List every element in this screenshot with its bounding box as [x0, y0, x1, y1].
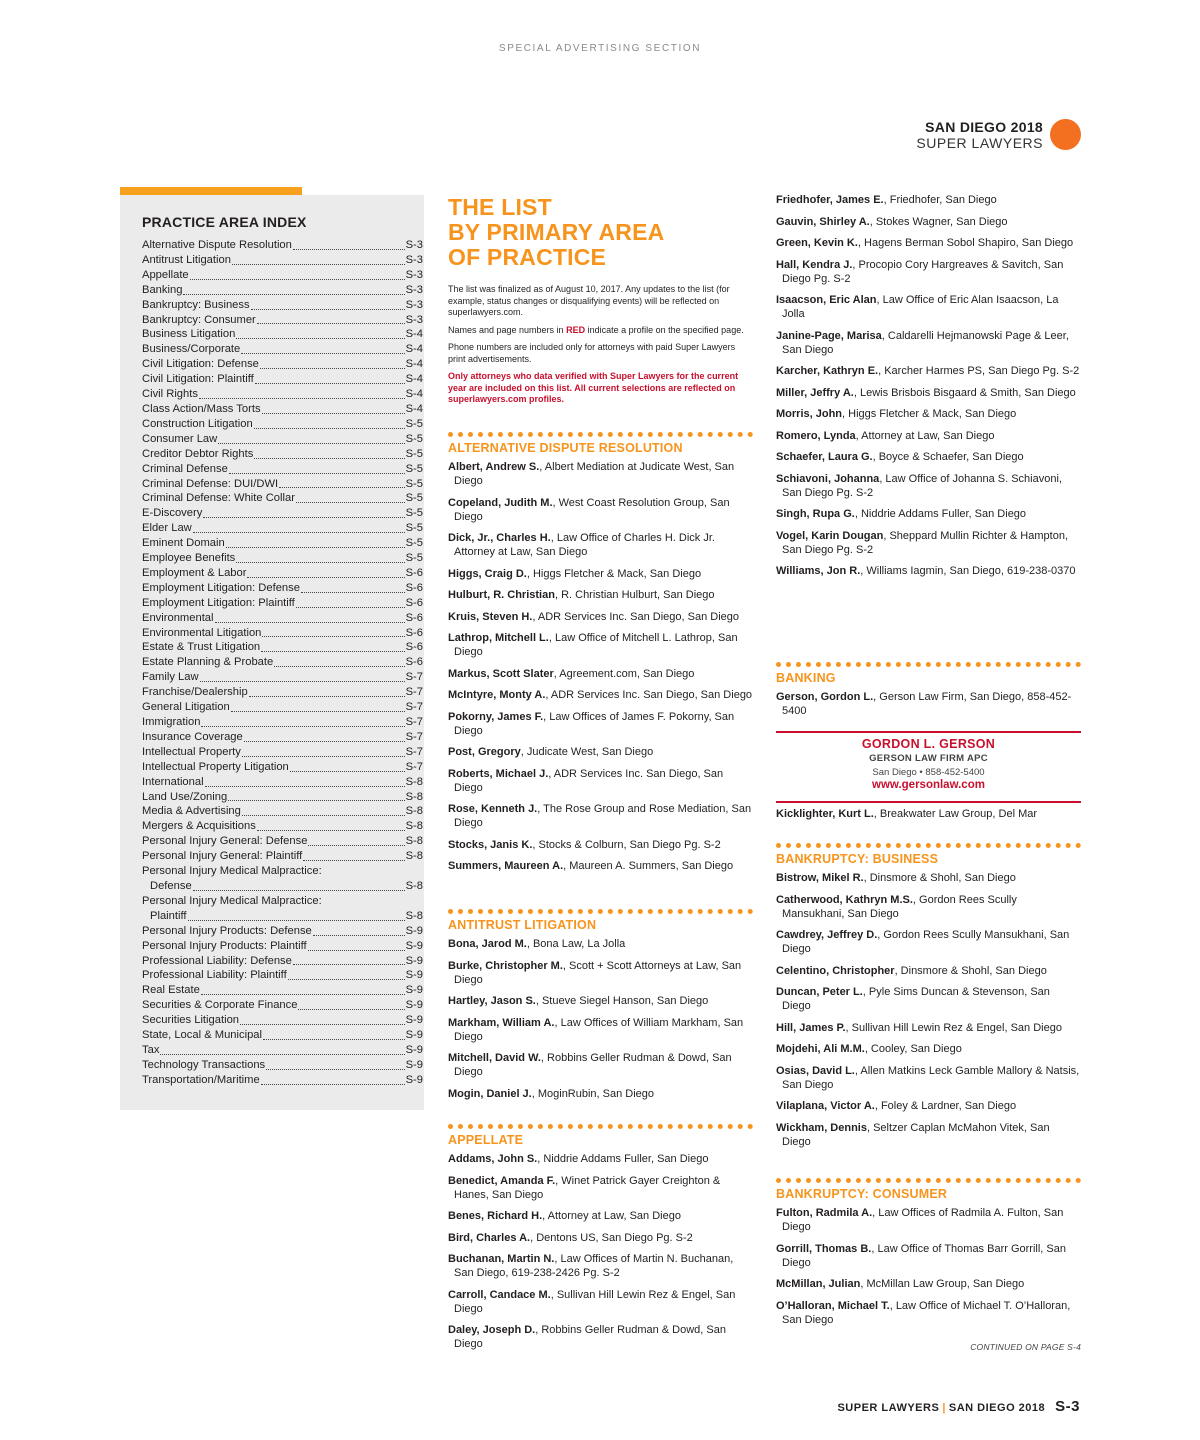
- dotted-rule: [776, 1178, 1081, 1183]
- index-item: Bankruptcy: Consumer S-3: [142, 313, 423, 326]
- lawyer-name: Summers, Maureen A.: [448, 860, 564, 872]
- index-item: Personal Injury Products: Defense S-9: [142, 924, 423, 937]
- lawyer-name: Lathrop, Mitchell L.: [448, 632, 549, 644]
- lawyer-firm: , ADR Services Inc. San Diego, San Diego: [532, 610, 740, 623]
- lawyer-name: Singh, Rupa G.: [776, 508, 855, 520]
- index-item: Personal Injury General: Plaintiff S-8: [142, 850, 423, 863]
- page-number: S-3: [1055, 1398, 1080, 1415]
- index-item: Employment Litigation: Plaintiff S-6: [142, 596, 423, 609]
- lawyer-firm: , Foley & Lardner, San Diego: [874, 1100, 1017, 1112]
- lawyer-firm: , Law Office of Thomas Barr Gorrill, San Diego: [782, 1242, 1066, 1269]
- index-item: Alternative Dispute Resolution S-3: [142, 239, 423, 251]
- lawyer-firm: , Seltzer Caplan McMahon Vitek, San Diego: [782, 1121, 1050, 1148]
- lawyer-entry: [448, 1231, 753, 1245]
- lawyer-firm: , Robbins Geller Rudman & Dowd, San Diego: [454, 1324, 726, 1350]
- lawyer-firm: , Dentons US, San Diego Pg. S-2: [530, 1231, 693, 1244]
- index-item: Real Estate S-9: [142, 984, 423, 997]
- section-antitrust: [448, 909, 753, 1108]
- lawyer-entry: [776, 407, 1081, 421]
- index-item: Intellectual Property S-7: [142, 745, 423, 758]
- lawyer-name: Hall, Kendra J.: [776, 258, 853, 271]
- lawyer-entry: [448, 767, 753, 795]
- index-item: Securities & Corporate Finance S-9: [142, 999, 423, 1012]
- lawyer-entry: [776, 193, 1081, 207]
- lawyer-entry: [448, 1016, 753, 1044]
- lawyer-name: Green, Kevin K.: [776, 237, 858, 249]
- lawyer-firm: , Bona Law, La Jolla: [526, 938, 626, 950]
- lawyer-firm: , Breakwater Law Group, Del Mar: [873, 808, 1038, 820]
- lawyer-entry: [776, 236, 1081, 250]
- lawyer-entry: [776, 450, 1081, 464]
- lawyer-entry: [776, 364, 1081, 378]
- lawyer-firm: , Boyce & Schaefer, San Diego: [872, 451, 1024, 463]
- lawyer-entry: [776, 1206, 1081, 1234]
- intro-text: [448, 284, 753, 412]
- index-item: Professional Liability: Plaintiff S-9: [142, 969, 423, 982]
- gerson-ad: [776, 731, 1081, 803]
- lawyer-entry: [448, 588, 753, 602]
- lawyer-name: Albert, Andrew S.: [448, 461, 540, 473]
- index-list: [142, 238, 423, 1088]
- section-heading: BANKRUPTCY: CONSUMER: [776, 1187, 948, 1201]
- lawyer-firm: , Sullivan Hill Lewin Rez & Engel, San Diego: [454, 1288, 736, 1315]
- index-item: Immigration S-7: [142, 716, 423, 728]
- lawyer-entry: [448, 1252, 753, 1280]
- footer-brand: SUPER LAWYERS: [837, 1402, 940, 1414]
- lawyer-firm: , Sheppard Mullin Richter & Hampton, San Diego Pg. S-2: [782, 529, 1069, 556]
- lawyer-entry: [448, 567, 753, 581]
- lawyer-entry: [448, 802, 753, 830]
- index-item: Banking S-3: [142, 283, 423, 296]
- ad-firm: GERSON LAW FIRM APC: [869, 753, 988, 764]
- lawyer-entry: [448, 1174, 753, 1202]
- lawyer-name: Celentino, Christopher: [776, 964, 895, 977]
- lawyer-entry: [448, 631, 753, 659]
- section-bankruptcy-consumer: [776, 1178, 1081, 1334]
- index-title: PRACTICE AREA INDEX: [142, 214, 307, 230]
- index-item: Estate Planning & Probate S-6: [142, 656, 423, 669]
- lawyer-name: Wickham, Dennis: [776, 1121, 867, 1134]
- index-item: Media & Advertising S-8: [142, 805, 423, 818]
- index-item: Employment Litigation: Defense S-6: [142, 581, 423, 594]
- index-item: Insurance Coverage S-7: [142, 730, 423, 743]
- lawyer-entry: [776, 1021, 1081, 1035]
- index-item: Criminal Defense: DUI/DWI S-5: [142, 477, 423, 490]
- lawyer-name: Markham, William A.: [448, 1016, 555, 1029]
- lawyer-firm: , ADR Services Inc. San Diego, San Diego: [545, 689, 753, 701]
- section-heading: BANKING: [776, 671, 836, 685]
- dotted-rule: [776, 843, 1081, 848]
- lawyer-name: Miller, Jeffry A.: [776, 386, 854, 399]
- lawyer-name: Hulburt, R. Christian: [448, 589, 555, 601]
- index-item: Civil Rights S-4: [142, 388, 423, 401]
- practice-area-index: [120, 195, 424, 1110]
- index-item: Business/Corporate S-4: [142, 343, 423, 356]
- lawyer-firm: , Law Offices of Radmila A. Fulton, San Diego: [782, 1207, 1064, 1233]
- lawyer-name: Gauvin, Shirley A.: [776, 215, 870, 228]
- index-item: Appellate S-3: [142, 268, 423, 281]
- brand-block: [916, 119, 1043, 151]
- lawyer-entry: [448, 710, 753, 738]
- index-item: Bankruptcy: Business S-3: [142, 298, 423, 311]
- lawyer-entry: [448, 994, 753, 1008]
- lawyer-entry: [776, 964, 1081, 978]
- index-item: Business Litigation S-4: [142, 328, 423, 341]
- section-label: SPECIAL ADVERTISING SECTION: [498, 43, 702, 54]
- lawyer-entry: [776, 1299, 1081, 1327]
- lawyer-firm: , Law Office of Mitchell L. Lathrop, San Diego: [454, 632, 738, 658]
- lawyer-name: Benedict, Amanda F.: [448, 1174, 556, 1187]
- index-item: Civil Litigation: Defense S-4: [142, 358, 423, 371]
- lawyer-firm: , Gordon Rees Scully Mansukhani, San Diego: [782, 893, 1017, 920]
- lawyer-entry: [776, 215, 1081, 229]
- lawyer-name: Schaefer, Laura G.: [776, 451, 873, 463]
- lawyer-entry: [448, 667, 753, 681]
- lawyer-firm: , Friedhofer, San Diego: [883, 194, 997, 206]
- lawyer-name: Morris, John: [776, 408, 843, 420]
- lawyer-entry: [448, 496, 753, 524]
- title-line-3: OF PRACTICE: [448, 244, 607, 270]
- lawyer-entry: [448, 1051, 753, 1079]
- lawyer-entry: [448, 1087, 753, 1101]
- lawyer-name: Bird, Charles A.: [448, 1231, 531, 1244]
- lawyer-entry: [776, 1242, 1081, 1270]
- index-item: Environmental Litigation S-6: [142, 626, 423, 639]
- index-item: Professional Liability: Defense S-9: [142, 954, 423, 967]
- lawyer-firm: , Robbins Geller Rudman & Dowd, San Diego: [454, 1052, 732, 1078]
- index-item: Employee Benefits S-5: [142, 552, 423, 565]
- lawyer-firm: , Attorney at Law, San Diego: [542, 1210, 681, 1222]
- index-item: Personal Injury General: Defense S-8: [142, 835, 423, 848]
- dotted-rule: [448, 1124, 753, 1129]
- lawyer-entry: [448, 610, 753, 624]
- lawyer-entry: [776, 1042, 1081, 1056]
- lawyer-name: Burke, Christopher M.: [448, 959, 563, 972]
- section-appellate: [448, 1124, 753, 1359]
- index-item: Family Law S-7: [142, 671, 423, 684]
- index-item: Civil Litigation: Plaintiff S-4: [142, 373, 423, 386]
- ad-website-link[interactable]: www.gersonlaw.com: [872, 779, 985, 791]
- lawyer-firm: , Law Offices of Martin N. Buchanan, San Diego, 619-238-2426 Pg. S-2: [454, 1253, 734, 1279]
- index-item: E-Discovery S-5: [142, 507, 423, 520]
- lawyer-name: Gerson, Gordon L.: [776, 691, 874, 703]
- footer-separator: |: [942, 1402, 946, 1414]
- lawyer-name: Vilaplana, Victor A.: [776, 1100, 875, 1112]
- lawyer-firm: , Procopio Cory Hargreaves & Savitch, San Diego Pg. S-2: [782, 258, 1064, 285]
- lawyer-entry: [448, 1288, 753, 1316]
- lawyer-firm: , ADR Services Inc. San Diego, San Diego: [454, 767, 724, 794]
- brand-sub: SUPER LAWYERS: [916, 135, 1043, 151]
- lawyer-name: Kicklighter, Kurt L.: [776, 808, 874, 820]
- lawyer-name: Cawdrey, Jeffrey D.: [776, 929, 878, 941]
- lawyer-firm: , Law Office of Michael T. O’Halloran, San Diego: [782, 1299, 1071, 1326]
- index-item: Estate & Trust Litigation S-6: [142, 641, 423, 654]
- lawyer-name: Isaacson, Eric Alan: [776, 294, 877, 306]
- lawyer-firm: , Law Office of Eric Alan Isaacson, La Jolla: [782, 294, 1059, 320]
- lawyer-firm: , Law Offices of William Markham, San Diego: [454, 1016, 744, 1043]
- section-banking: [776, 662, 1081, 726]
- lawyer-entry: [776, 529, 1081, 557]
- index-item: Technology Transactions S-9: [142, 1058, 423, 1071]
- lawyer-firm: , Stueve Siegel Hanson, San Diego: [535, 995, 709, 1007]
- index-item: Mergers & Acquisitions S-8: [142, 820, 423, 833]
- intro-p4: Only attorneys who data verified with Super Lawyers for the current year are included on this list. All current selections are reflected on superlawyers.com profiles.: [448, 371, 739, 404]
- lawyer-entry: [776, 871, 1081, 885]
- lawyer-firm: , Pyle Sims Duncan & Stevenson, San Diego: [782, 986, 1050, 1012]
- lawyer-name: Gorrill, Thomas B.: [776, 1242, 872, 1255]
- lawyer-entry: [448, 531, 753, 559]
- dotted-rule: [448, 432, 753, 437]
- lawyer-firm: , Stokes Wagner, San Diego: [869, 215, 1008, 228]
- red-word: RED: [566, 324, 586, 335]
- lawyer-entry: [448, 859, 753, 873]
- lawyer-name: McIntyre, Monty A.: [448, 689, 546, 701]
- lawyer-entry: [776, 293, 1081, 321]
- lawyer-name: Bistrow, Mikel R.: [776, 872, 864, 884]
- lawyer-entry: [448, 745, 753, 759]
- lawyer-name: Kruis, Steven H.: [448, 610, 533, 623]
- lawyer-firm: , Law Office of Johanna S. Schiavoni, San Diego Pg. S-2: [782, 472, 1062, 499]
- lawyer-name: Buchanan, Martin N.: [448, 1253, 555, 1265]
- lawyer-name: Markus, Scott Slater: [448, 667, 554, 680]
- section-adr: [448, 432, 753, 881]
- page-title: [448, 195, 664, 270]
- lawyer-entry: [776, 564, 1081, 578]
- page-footer: [837, 1398, 1080, 1415]
- index-item: Personal Injury Medical Malpractice: Defense S-8: [142, 865, 423, 892]
- index-item: Eminent Domain S-5: [142, 537, 423, 550]
- lawyer-firm: , Law Office of Charles H. Dick Jr. Attorney at Law, San Diego: [454, 532, 715, 558]
- lawyer-name: Janine-Page, Marisa: [776, 329, 882, 342]
- lawyer-name: Williams, Jon R.: [776, 565, 861, 577]
- lawyer-firm: , Caldarelli Hejmanowski Page & Leer, San Diego: [782, 329, 1069, 356]
- lawyer-name: Hill, James P.: [776, 1021, 846, 1034]
- lawyer-firm: , Attorney at Law, San Diego: [855, 429, 995, 442]
- lawyer-entry: [776, 386, 1081, 400]
- lawyer-entry: [448, 1209, 753, 1223]
- section-heading: BANKRUPTCY: BUSINESS: [776, 852, 939, 866]
- lawyer-name: Addams, John S.: [448, 1153, 538, 1165]
- lawyer-entry: [776, 893, 1081, 921]
- index-item: Creditor Debtor Rights S-5: [142, 447, 423, 460]
- index-item: International S-8: [142, 775, 423, 788]
- dotted-rule: [776, 662, 1081, 667]
- dotted-rule: [448, 909, 753, 914]
- index-item: Franchise/Dealership S-7: [142, 686, 423, 699]
- lawyer-name: Karcher, Kathryn E.: [776, 365, 879, 377]
- index-item: Personal Injury Products: Plaintiff S-9: [142, 939, 423, 952]
- section-heading: APPELLATE: [448, 1133, 524, 1147]
- index-item: Class Action/Mass Torts S-4: [142, 402, 423, 415]
- continued-note: CONTINUED ON PAGE S-4: [970, 1342, 1081, 1352]
- lawyer-name: Friedhofer, James E.: [776, 194, 884, 206]
- index-item: Personal Injury Medical Malpractice: Plaintiff S-8: [142, 894, 423, 922]
- index-item: Construction Litigation S-5: [142, 417, 423, 430]
- lawyer-entry: [776, 329, 1081, 357]
- lawyer-entry: [776, 1064, 1081, 1092]
- lawyer-firm: , Hagens Berman Sobol Shapiro, San Diego: [857, 237, 1074, 249]
- lawyer-firm: , Gordon Rees Scully Mansukhani, San Diego: [782, 929, 1070, 955]
- lawyer-entry: [448, 959, 753, 987]
- lawyer-name: Fulton, Radmila A.: [776, 1207, 873, 1219]
- lawyer-name: Mogin, Daniel J.: [448, 1087, 532, 1100]
- lawyer-name: Higgs, Craig D.: [448, 567, 527, 580]
- lawyer-firm: , Judicate West, San Diego: [520, 746, 654, 758]
- lawyer-entry: [448, 1152, 753, 1166]
- lawyer-firm: , Cooley, San Diego: [864, 1043, 962, 1055]
- lawyer-name: Mojdehi, Ali M.M.: [776, 1043, 865, 1055]
- lawyer-firm: , Karcher Harmes PS, San Diego Pg. S-2: [878, 365, 1080, 377]
- index-item: General Litigation S-7: [142, 701, 423, 714]
- lawyer-name: Rose, Kenneth J.: [448, 803, 538, 815]
- lawyer-firm: , Sullivan Hill Lewin Rez & Engel, San Diego: [845, 1021, 1062, 1034]
- intro-p1: The list was finalized as of August 10, 2017. Any updates to the list (for example, status changes or disqualifying events) will be reflected on superlawyers.com.: [448, 284, 730, 317]
- brand-city: SAN DIEGO: [925, 119, 1007, 135]
- lawyer-entry: [776, 1277, 1081, 1291]
- index-item: Consumer Law S-5: [142, 432, 423, 445]
- lawyer-entry: [448, 688, 753, 702]
- index-item: Environmental S-6: [142, 611, 423, 624]
- lawyer-firm: , Winet Patrick Gayer Creighton & Hanes, San Diego: [454, 1174, 721, 1201]
- lawyer-name: Daley, Joseph D.: [448, 1324, 536, 1336]
- title-line-1: THE LIST: [448, 194, 552, 220]
- lawyer-name: Post, Gregory: [448, 746, 521, 758]
- lawyer-firm: , Scott + Scott Attorneys at Law, San Diego: [454, 959, 742, 986]
- lawyer-name: Bona, Jarod M.: [448, 938, 527, 950]
- lawyer-name: Stocks, Janis K.: [448, 838, 533, 851]
- lawyer-entry: [448, 1323, 753, 1351]
- index-item: State, Local & Municipal S-9: [142, 1029, 423, 1042]
- lawyer-firm: , Niddrie Addams Fuller, San Diego: [537, 1153, 709, 1165]
- lawyer-name: Carroll, Candace M.: [448, 1288, 551, 1301]
- lawyer-entry: [776, 258, 1081, 286]
- lawyer-name: Catherwood, Kathryn M.S.: [776, 893, 913, 906]
- section-heading: ANTITRUST LITIGATION: [448, 918, 597, 932]
- ad-name: GORDON L. GERSON: [861, 737, 996, 751]
- lawyer-firm: , Allen Matkins Leck Gamble Mallory & Natsis, San Diego: [782, 1064, 1080, 1091]
- lawyer-name: Copeland, Judith M.: [448, 496, 553, 509]
- index-item: Transportation/Maritime S-9: [142, 1073, 423, 1086]
- intro-p3: Phone numbers are included only for attorneys with paid Super Lawyers print advertisements.: [448, 342, 736, 364]
- section-bankruptcy-business: [776, 843, 1081, 1156]
- index-item: Employment & Labor S-6: [142, 566, 423, 579]
- index-item: Land Use/Zoning S-8: [142, 790, 423, 803]
- index-item: Elder Law S-5: [142, 522, 423, 535]
- lawyer-firm: , Williams Iagmin, San Diego, 619-238-0370: [860, 565, 1076, 577]
- footer-edition: SAN DIEGO 2018: [948, 1402, 1046, 1414]
- lawyer-entry: [776, 985, 1081, 1013]
- lawyer-firm: , Dinsmore & Shohl, San Diego: [894, 964, 1047, 977]
- lawyer-firm: , MoginRubin, San Diego: [531, 1087, 655, 1100]
- lawyer-firm: , Albert Mediation at Judicate West, San Diego: [454, 461, 735, 487]
- lawyer-name: Vogel, Karin Dougan: [776, 529, 884, 542]
- lawyer-entry: [448, 937, 753, 951]
- lawyer-firm: , Dinsmore & Shohl, San Diego: [863, 872, 1016, 884]
- index-item: Antitrust Litigation S-3: [142, 253, 423, 266]
- title-line-2: BY PRIMARY AREA: [448, 219, 665, 245]
- intro-p2: Names and page numbers in RED indicate a profile on the specified page.: [448, 324, 744, 335]
- brand-year: 2018: [1010, 119, 1043, 135]
- lawyer-entry: [448, 838, 753, 852]
- lawyer-name: Duncan, Peter L.: [776, 986, 863, 998]
- section-heading: ALTERNATIVE DISPUTE RESOLUTION: [448, 441, 683, 455]
- lawyer-name: Schiavoni, Johanna: [776, 472, 880, 485]
- lawyer-firm: , West Coast Resolution Group, San Diego: [454, 496, 730, 523]
- lawyer-entry: [776, 928, 1081, 956]
- lawyer-name: McMillan, Julian: [776, 1278, 861, 1290]
- section-appellate-continued: [776, 193, 1081, 586]
- lawyer-name: Mitchell, David W.: [448, 1052, 541, 1064]
- lawyer-firm: , Lewis Brisbois Bisgaard & Smith, San Diego: [853, 386, 1076, 399]
- lawyer-firm: , Agreement.com, San Diego: [553, 667, 695, 680]
- lawyer-entry: [776, 1099, 1081, 1113]
- lawyer-name: Dick, Jr., Charles H.: [448, 532, 551, 544]
- lawyer-firm: , R. Christian Hulburt, San Diego: [554, 589, 715, 601]
- lawyer-name: Romero, Lynda: [776, 429, 856, 442]
- lawyer-firm: , The Rose Group and Rose Mediation, San Diego: [454, 803, 752, 829]
- ad-contact: San Diego • 858-452-5400: [872, 767, 985, 778]
- section-banking-after: [776, 807, 1081, 829]
- lawyer-firm: , Niddrie Addams Fuller, San Diego: [854, 508, 1027, 520]
- lawyer-firm: , Maureen A. Summers, San Diego: [563, 860, 734, 872]
- index-item: Criminal Defense: White Collar S-5: [142, 492, 423, 505]
- lawyer-name: Osias, David L.: [776, 1064, 855, 1077]
- index-item: Criminal Defense S-5: [142, 462, 423, 475]
- lawyer-firm: , Higgs Fletcher & Mack, San Diego: [526, 567, 702, 580]
- lawyer-firm: , Higgs Fletcher & Mack, San Diego: [842, 408, 1017, 420]
- lawyer-name: Roberts, Michael J.: [448, 767, 549, 780]
- lawyer-name: Benes, Richard H.: [448, 1210, 543, 1222]
- lawyer-firm: , Stocks & Colburn, San Diego Pg. S-2: [532, 838, 721, 851]
- lawyer-name: O’Halloran, Michael T.: [776, 1299, 890, 1312]
- lawyer-entry: [776, 429, 1081, 443]
- lawyer-entry: [776, 472, 1081, 500]
- lawyer-firm: , Gerson Law Firm, San Diego, 858-452-5400: [782, 691, 1072, 717]
- brand-circle-icon: [1050, 119, 1081, 150]
- index-item: Securities Litigation S-9: [142, 1014, 423, 1027]
- lawyer-entry: [776, 507, 1081, 521]
- lawyer-entry: [776, 690, 1081, 718]
- lawyer-entry: [448, 460, 753, 488]
- lawyer-entry: [776, 1121, 1081, 1149]
- index-item: Intellectual Property Litigation S-7: [142, 760, 423, 773]
- lawyer-firm: , Law Offices of James F. Pokorny, San Diego: [454, 710, 735, 737]
- lawyer-name: Hartley, Jason S.: [448, 995, 536, 1007]
- lawyer-firm: , McMillan Law Group, San Diego: [860, 1278, 1025, 1290]
- lawyer-entry: [776, 807, 1081, 821]
- index-item: Tax S-9: [142, 1043, 423, 1056]
- lawyer-name: Pokorny, James F.: [448, 710, 544, 723]
